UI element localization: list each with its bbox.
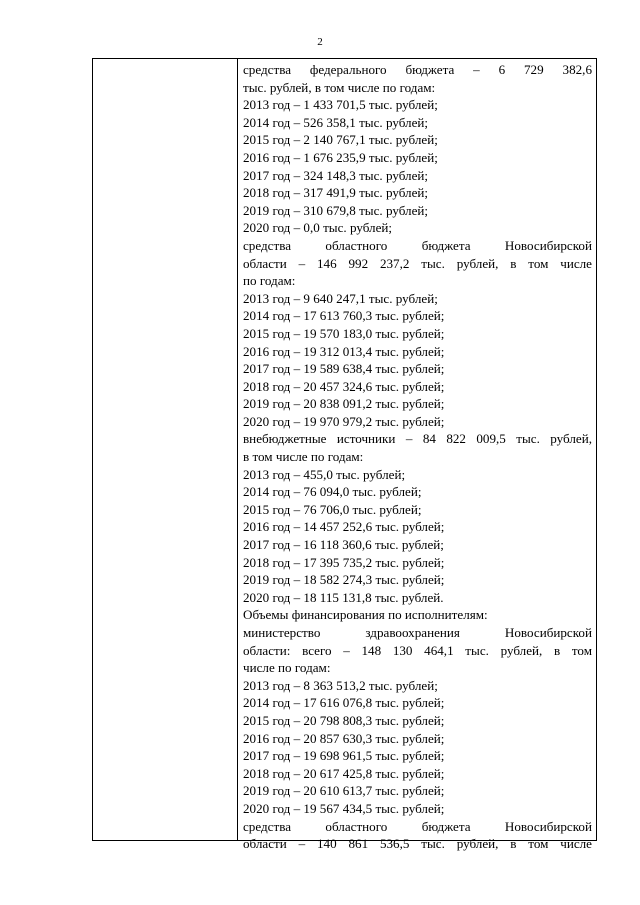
text-line: 2016 год – 19 312 013,4 тыс. рублей; — [243, 343, 445, 359]
text-line: 2013 год – 8 363 513,2 тыс. рублей; — [243, 677, 438, 693]
text-line: 2018 год – 17 395 735,2 тыс. рублей; — [243, 554, 445, 570]
text-line: средства федерального бюджета – 6 729 382,6 — [243, 62, 592, 77]
text-line: внебюджетные источники – 84 822 009,5 тыс. рублей, — [243, 431, 592, 447]
text-line: 2016 год – 14 457 252,6 тыс. рублей; — [243, 519, 445, 535]
text-line: области – 140 861 536,5 тыс. рублей, в том числе — [243, 836, 592, 852]
document-table — [92, 58, 597, 852]
text-line: 2018 год – 20 617 425,8 тыс. рублей; — [243, 765, 445, 781]
text-line: 2015 год – 20 798 808,3 тыс. рублей; — [243, 712, 445, 728]
text-line: 2017 год – 19 589 638,4 тыс. рублей; — [243, 361, 445, 377]
table-left-cell — [93, 59, 238, 840]
text-line: 2017 год – 324 148,3 тыс. рублей; — [243, 167, 429, 183]
text-line: 2017 год – 19 698 961,5 тыс. рублей; — [243, 748, 445, 764]
text-line: 2019 год – 310 679,8 тыс. рублей; — [243, 202, 429, 218]
text-line: 2019 год – 18 582 274,3 тыс. рублей; — [243, 572, 445, 588]
text-line: тыс. рублей, в том числе по годам: — [243, 79, 436, 95]
text-line: в том числе по годам: — [243, 449, 364, 465]
text-line: 2016 год – 1 676 235,9 тыс. рублей; — [243, 149, 438, 165]
text-line: 2019 год – 20 838 091,2 тыс. рублей; — [243, 396, 445, 412]
table-right-cell — [238, 59, 598, 852]
text-line: 2019 год – 20 610 613,7 тыс. рублей; — [243, 783, 445, 799]
text-line: 2015 год – 2 140 767,1 тыс. рублей; — [243, 132, 438, 148]
text-line: области: всего – 148 130 464,1 тыс. рублей, в том — [243, 642, 592, 658]
text-line: 2020 год – 18 115 131,8 тыс. рублей. — [243, 589, 444, 605]
text-line: 2018 год – 317 491,9 тыс. рублей; — [243, 185, 429, 201]
text-line: 2020 год – 0,0 тыс. рублей; — [243, 220, 393, 236]
text-line: 2013 год – 9 640 247,1 тыс. рублей; — [243, 290, 438, 306]
text-line: по годам: — [243, 273, 296, 289]
text-line: 2017 год – 16 118 360,6 тыс. рублей; — [243, 537, 444, 553]
text-line: области – 146 992 237,2 тыс. рублей, в том числе — [243, 255, 592, 271]
text-line: 2014 год – 526 358,1 тыс. рублей; — [243, 114, 429, 130]
text-line: 2014 год – 17 616 076,8 тыс. рублей; — [243, 695, 445, 711]
text-line: 2020 год – 19 567 434,5 тыс. рублей; — [243, 800, 445, 816]
text-line: Объемы финансирования по исполнителям: — [243, 607, 488, 623]
text-line: 2016 год – 20 857 630,3 тыс. рублей; — [243, 730, 445, 746]
text-line: 2013 год – 455,0 тыс. рублей; — [243, 466, 406, 482]
text-line: 2015 год – 19 570 183,0 тыс. рублей; — [243, 325, 445, 341]
text-line: 2013 год – 1 433 701,5 тыс. рублей; — [243, 97, 438, 113]
text-line: 2014 год – 76 094,0 тыс. рублей; — [243, 484, 422, 500]
text-line: 2020 год – 19 970 979,2 тыс. рублей; — [243, 413, 445, 429]
text-line: министерство здравоохранения Новосибирской — [243, 625, 592, 640]
page-number: 2 — [317, 36, 323, 48]
text-line: средства областного бюджета Новосибирской — [243, 818, 592, 834]
text-line: числе по годам: — [243, 660, 331, 676]
text-line: 2015 год – 76 706,0 тыс. рублей; — [243, 501, 422, 517]
text-line: средства областного бюджета Новосибирской — [243, 237, 592, 253]
text-line: 2014 год – 17 613 760,3 тыс. рублей; — [243, 308, 445, 324]
text-line: 2018 год – 20 457 324,6 тыс. рублей; — [243, 378, 445, 394]
